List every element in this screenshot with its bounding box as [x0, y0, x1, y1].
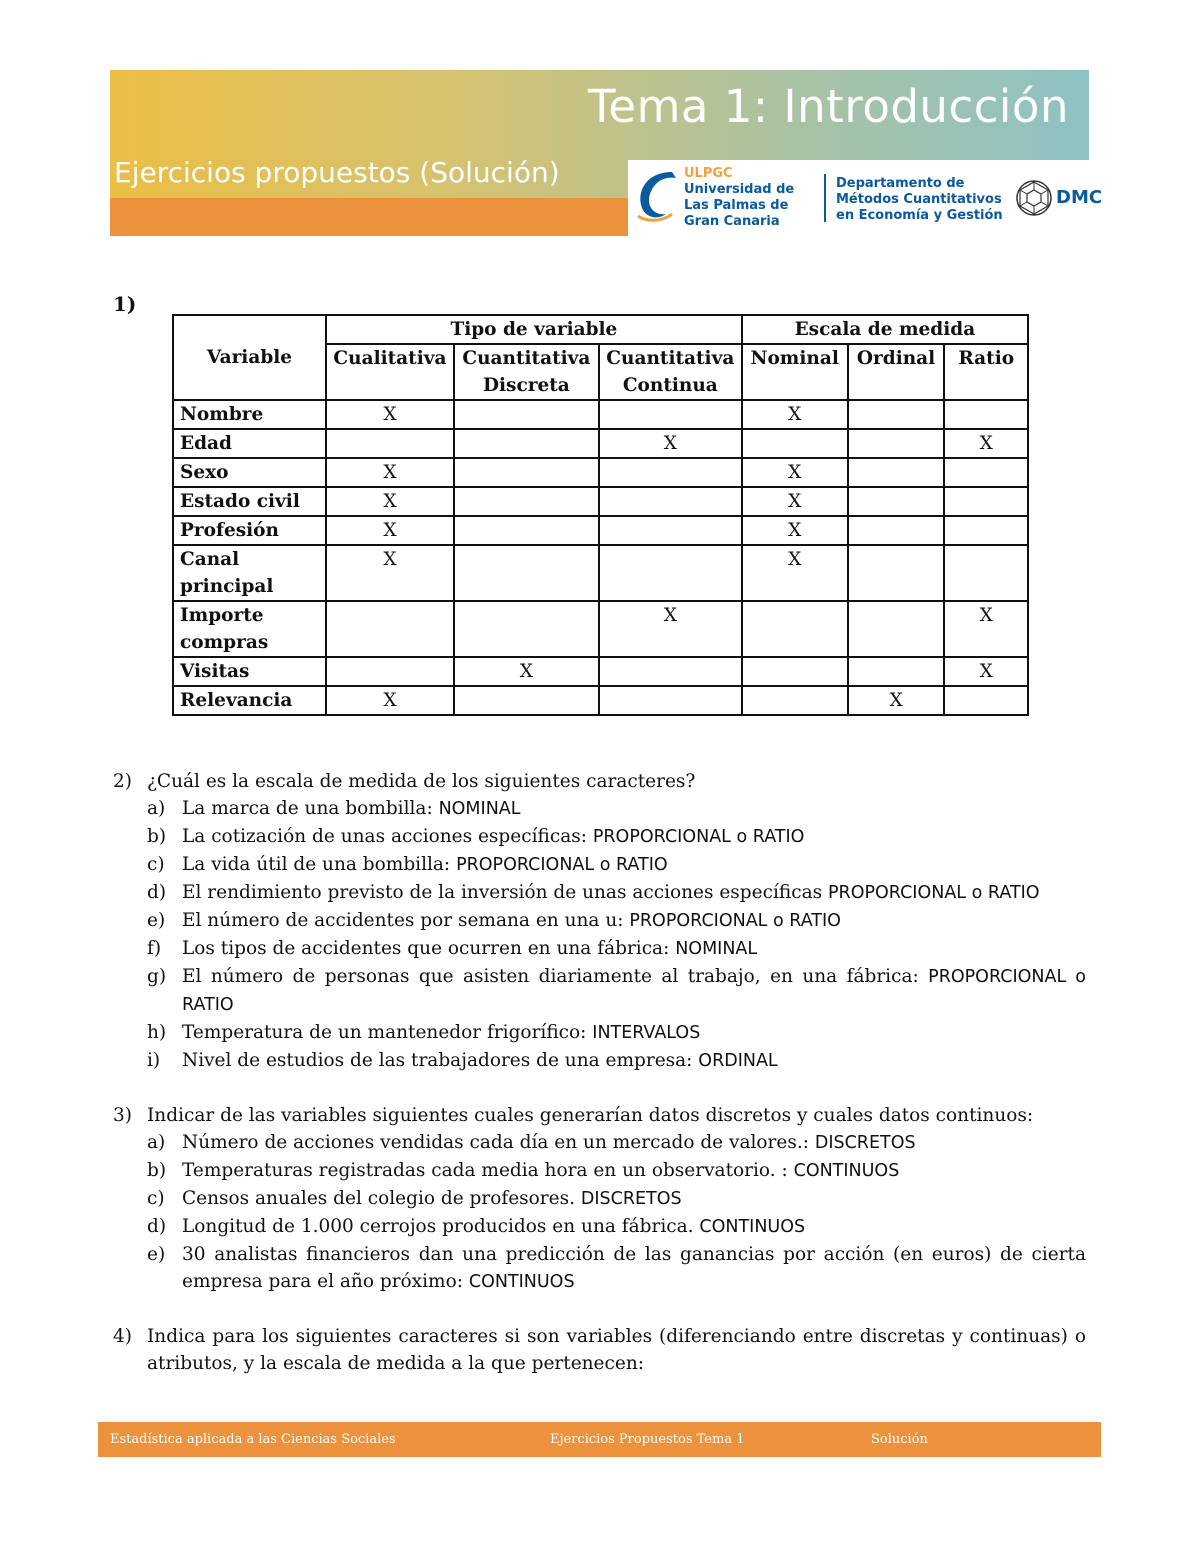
table-row: [173, 657, 1028, 686]
variable-name: Profesión: [173, 516, 326, 545]
list-item: [113, 963, 1086, 1019]
item-answer: ORDINAL: [698, 1051, 778, 1071]
list-item: [113, 935, 1086, 963]
footer-solution: Solución: [871, 1432, 928, 1447]
footer-course: Estadística aplicada a las Ciencias Sociales: [110, 1432, 396, 1447]
table-row: [173, 400, 1028, 429]
item-text-wrap: [182, 963, 1086, 1019]
department-name: Departamento de Métodos Cuantitativos en Economía y Gestión: [836, 176, 1003, 223]
column-header: Ratio: [944, 344, 1028, 400]
table-cell: [326, 601, 454, 657]
variable-name: Estado civil: [173, 487, 326, 516]
item-letter: i): [147, 1050, 161, 1071]
question-1-number: 1): [113, 292, 137, 316]
variable-name: Sexo: [173, 458, 326, 487]
variable-name: Canal principal: [173, 545, 326, 601]
ulpgc-tag: ULPGC: [684, 166, 733, 181]
table-cell: [848, 400, 945, 429]
table-cell: X: [742, 545, 848, 601]
list-item: [113, 1019, 1086, 1047]
column-header: Ordinal: [848, 344, 945, 400]
list-item: [113, 907, 1086, 935]
list-item: [113, 1047, 1086, 1075]
item-answer: PROPORCIONAL o RATIO: [827, 883, 1040, 903]
table-row: [173, 429, 1028, 458]
item-text: La vida útil de una bombilla:: [182, 854, 457, 875]
table-row: [173, 686, 1028, 715]
item-text-wrap: [182, 1157, 1086, 1185]
list-item: [113, 823, 1086, 851]
table-cell: X: [599, 601, 742, 657]
list-item: [113, 1129, 1086, 1157]
table-row: [173, 458, 1028, 487]
table-cell: [944, 458, 1028, 487]
table-cell: [454, 601, 599, 657]
column-header: Cuantitativa Discreta: [454, 344, 599, 400]
table-cell: X: [454, 657, 599, 686]
question-text: ¿Cuál es la escala de medida de los siguientes caracteres?: [147, 771, 696, 792]
item-text: El número de personas que asisten diariamente al trabajo, en una fábrica:: [182, 966, 929, 987]
escala-medida-header: Escala de medida: [742, 315, 1028, 344]
item-answer: CONTINUOS: [468, 1272, 575, 1292]
table-cell: [454, 686, 599, 715]
questions-section: [113, 768, 1086, 1404]
question-2: [113, 768, 1086, 1075]
table-cell: X: [944, 601, 1028, 657]
table-cell: [848, 458, 945, 487]
table-cell: X: [326, 400, 454, 429]
item-text-wrap: [182, 1129, 1086, 1157]
table-cell: [742, 601, 848, 657]
table-cell: [599, 487, 742, 516]
item-letter: g): [147, 966, 167, 987]
item-letter: b): [147, 826, 167, 847]
tipo-variable-header: Tipo de variable: [326, 315, 742, 344]
question-number: 4): [113, 1326, 132, 1347]
table-cell: X: [742, 487, 848, 516]
list-item: [113, 879, 1086, 907]
table-cell: [454, 400, 599, 429]
page-footer: [98, 1422, 1101, 1457]
item-answer: NOMINAL: [438, 799, 521, 819]
item-text: Temperatura de un mantenedor frigorífico:: [182, 1022, 593, 1043]
table-cell: [944, 487, 1028, 516]
item-answer: PROPORCIONAL o RATIO: [592, 827, 805, 847]
table-cell: [454, 516, 599, 545]
table-cell: [454, 458, 599, 487]
item-answer: DISCRETOS: [814, 1133, 916, 1153]
item-text: 30 analistas financieros dan una predicción de las ganancias por acción (en euros) de cierta empresa para el año próximo:: [182, 1244, 1086, 1292]
header-banner: [110, 70, 1103, 236]
item-letter: h): [147, 1022, 167, 1043]
variables-table-body: [173, 400, 1028, 715]
item-answer: INTERVALOS: [592, 1023, 701, 1043]
table-cell: [742, 429, 848, 458]
item-text-wrap: [182, 907, 1086, 935]
table-cell: [848, 657, 945, 686]
item-answer: PROPORCIONAL o RATIO: [629, 911, 841, 931]
item-text-wrap: [182, 879, 1086, 907]
ulpgc-logo-icon: [632, 166, 678, 222]
table-cell: X: [326, 458, 454, 487]
item-text: Número de acciones vendidas cada día en un mercado de valores.:: [182, 1132, 815, 1153]
item-text-wrap: [182, 1019, 1086, 1047]
item-text: El número de accidentes por semana en una u:: [182, 910, 630, 931]
column-header: Cuantitativa Continua: [599, 344, 742, 400]
item-letter: d): [147, 1216, 167, 1237]
item-answer: DISCRETOS: [580, 1189, 682, 1209]
item-letter: d): [147, 882, 167, 903]
table-cell: [848, 487, 945, 516]
question-number: 2): [113, 771, 132, 792]
variable-name: Nombre: [173, 400, 326, 429]
variable-name: Edad: [173, 429, 326, 458]
item-text: Censos anuales del colegio de profesores.: [182, 1188, 581, 1209]
question-3: [113, 1102, 1086, 1296]
item-text: La marca de una bombilla:: [182, 798, 439, 819]
item-text: Nivel de estudios de las trabajadores de una empresa:: [182, 1050, 699, 1071]
table-cell: X: [326, 686, 454, 715]
table-cell: X: [848, 686, 945, 715]
column-header: Cualitativa: [326, 344, 454, 400]
variable-header: Variable: [173, 315, 326, 400]
question-2-items: [113, 795, 1086, 1075]
table-cell: [454, 545, 599, 601]
table-cell: [599, 686, 742, 715]
item-text-wrap: [182, 1047, 1086, 1075]
table-cell: X: [326, 516, 454, 545]
dmc-sphere-icon: [1014, 178, 1054, 218]
question-text: Indicar de las variables siguientes cuales generarían datos discretos y cuales datos continuos:: [147, 1105, 1034, 1126]
table-cell: [599, 657, 742, 686]
item-text-wrap: [182, 795, 1086, 823]
item-text: Longitud de 1.000 cerrojos producidos en una fábrica.: [182, 1216, 700, 1237]
table-cell: [454, 487, 599, 516]
table-cell: [599, 545, 742, 601]
table-cell: [326, 657, 454, 686]
list-item: [113, 1157, 1086, 1185]
column-header: Nominal: [742, 344, 848, 400]
item-text: El rendimiento previsto de la inversión de unas acciones específicas: [182, 882, 828, 903]
table-cell: X: [326, 545, 454, 601]
item-letter: b): [147, 1160, 167, 1181]
table-cell: X: [599, 429, 742, 458]
table-cell: [742, 657, 848, 686]
page-title: Tema 1: Introducción: [588, 80, 1069, 133]
question-3-items: [113, 1129, 1086, 1296]
list-item: [113, 1213, 1086, 1241]
item-answer: PROPORCIONAL o RATIO: [182, 967, 1087, 1015]
table-cell: [848, 429, 945, 458]
item-letter: f): [147, 938, 162, 959]
table-cell: [848, 601, 945, 657]
list-item: [113, 851, 1086, 879]
item-letter: e): [147, 910, 166, 931]
university-name: Universidad de Las Palmas de Gran Canaria: [684, 182, 795, 229]
table-row: [173, 601, 1028, 657]
item-text-wrap: [182, 851, 1086, 879]
item-text: Temperaturas registradas cada media hora en un observatorio. :: [182, 1160, 794, 1181]
footer-document: Ejercicios Propuestos Tema 1: [550, 1432, 745, 1447]
question-number: 3): [113, 1105, 132, 1126]
table-row: [173, 487, 1028, 516]
item-answer: NOMINAL: [675, 939, 758, 959]
item-text: La cotización de unas acciones específicas:: [182, 826, 593, 847]
table-cell: [848, 545, 945, 601]
variable-name: Visitas: [173, 657, 326, 686]
item-letter: c): [147, 854, 165, 875]
item-text-wrap: [182, 1241, 1086, 1296]
dmc-label: DMC: [1056, 187, 1103, 208]
table-cell: [454, 429, 599, 458]
table-cell: [326, 429, 454, 458]
list-item: [113, 795, 1086, 823]
item-answer: CONTINUOS: [699, 1217, 806, 1237]
table-cell: [599, 516, 742, 545]
table-cell: [599, 400, 742, 429]
table-cell: X: [742, 516, 848, 545]
table-cell: [944, 545, 1028, 601]
table-row: [173, 516, 1028, 545]
item-letter: e): [147, 1244, 166, 1265]
item-answer: CONTINUOS: [793, 1161, 900, 1181]
table-cell: X: [742, 458, 848, 487]
variables-table: [172, 314, 1029, 716]
table-cell: X: [944, 429, 1028, 458]
question-text: Indica para los siguientes caracteres si son variables (diferenciando entre discretas y continuas) o atributos, y la escala de medida a la que pertenecen:: [147, 1326, 1086, 1374]
item-text: Los tipos de accidentes que ocurren en una fábrica:: [182, 938, 676, 959]
institution-logos: [628, 160, 1103, 236]
item-text-wrap: [182, 1213, 1086, 1241]
item-text-wrap: [182, 1185, 1086, 1213]
table-row: [173, 545, 1028, 601]
page-subtitle: Ejercicios propuestos (Solución): [114, 156, 560, 189]
logo-divider: [824, 174, 826, 222]
table-cell: [944, 400, 1028, 429]
item-letter: a): [147, 1132, 166, 1153]
table-cell: [944, 686, 1028, 715]
table-cell: [848, 516, 945, 545]
variable-name: Importe compras: [173, 601, 326, 657]
item-letter: c): [147, 1188, 165, 1209]
table-cell: X: [326, 487, 454, 516]
list-item: [113, 1241, 1086, 1296]
table-cell: [599, 458, 742, 487]
question-4: [113, 1323, 1086, 1377]
item-letter: a): [147, 798, 166, 819]
table-cell: X: [742, 400, 848, 429]
table-cell: X: [944, 657, 1028, 686]
item-text-wrap: [182, 823, 1086, 851]
item-text-wrap: [182, 935, 1086, 963]
list-item: [113, 1185, 1086, 1213]
table-cell: [742, 686, 848, 715]
item-answer: PROPORCIONAL o RATIO: [456, 855, 668, 875]
variable-name: Relevancia: [173, 686, 326, 715]
table-cell: [944, 516, 1028, 545]
